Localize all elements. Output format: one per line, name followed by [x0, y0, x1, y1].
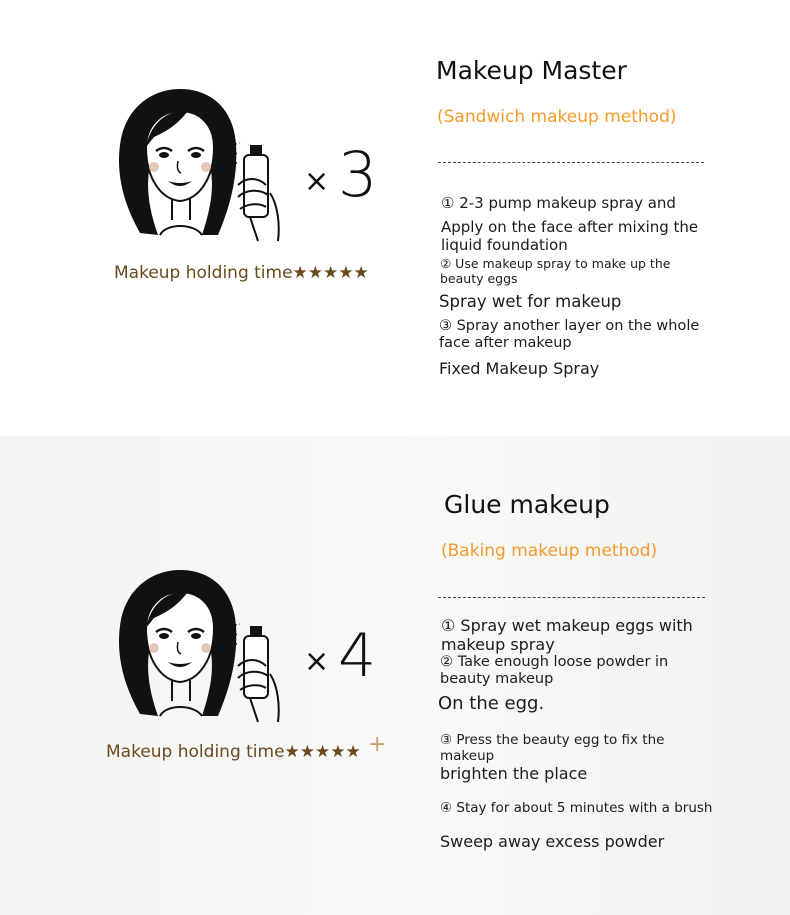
multiplier-value: 3: [338, 138, 376, 211]
method-subtitle: (Baking makeup method): [441, 541, 658, 561]
makeup-holding-time: Makeup holding time★★★★★: [114, 263, 369, 283]
plus-icon: +: [368, 732, 387, 757]
multiplier-symbol: ×: [304, 164, 330, 199]
step-text: ① Spray wet makeup eggs with makeup spray: [441, 616, 693, 655]
step-text: Spray wet for makeup: [439, 292, 622, 311]
step-text: ④ Stay for about 5 minutes with a brush: [440, 800, 713, 816]
section-makeup-master: [0, 0, 790, 436]
step-text: ② Use makeup spray to make up the beauty eggs: [440, 256, 671, 286]
step-text: ③ Press the beauty egg to fix the makeup: [440, 732, 665, 765]
method-title: Makeup Master: [436, 56, 627, 85]
woman-face-icon: [119, 89, 236, 235]
step-text: ① 2-3 pump makeup spray and: [441, 194, 676, 212]
method-title: Glue makeup: [444, 490, 610, 519]
divider: [438, 162, 704, 163]
woman-face-icon: [119, 570, 236, 716]
woman-spraying-illustration: [110, 85, 295, 245]
step-text: Sweep away excess powder: [440, 832, 665, 851]
woman-spraying-illustration: [110, 566, 295, 726]
step-text: Fixed Makeup Spray: [439, 359, 600, 378]
step-text: brighten the place: [440, 764, 588, 783]
makeup-holding-time: Makeup holding time★★★★★: [106, 742, 361, 762]
step-text: On the egg.: [438, 693, 545, 714]
multiplier-symbol: ×: [304, 644, 330, 679]
divider: [438, 597, 705, 598]
section-glue-makeup: [0, 436, 790, 915]
step-text: ③ Spray another layer on the whole face after makeup: [439, 318, 700, 352]
multiplier-value: 4: [338, 621, 375, 691]
method-subtitle: (Sandwich makeup method): [437, 107, 677, 127]
step-text: Apply on the face after mixing the liquid foundation: [441, 218, 699, 254]
step-text: ② Take enough loose powder in beauty makeup: [440, 654, 669, 688]
